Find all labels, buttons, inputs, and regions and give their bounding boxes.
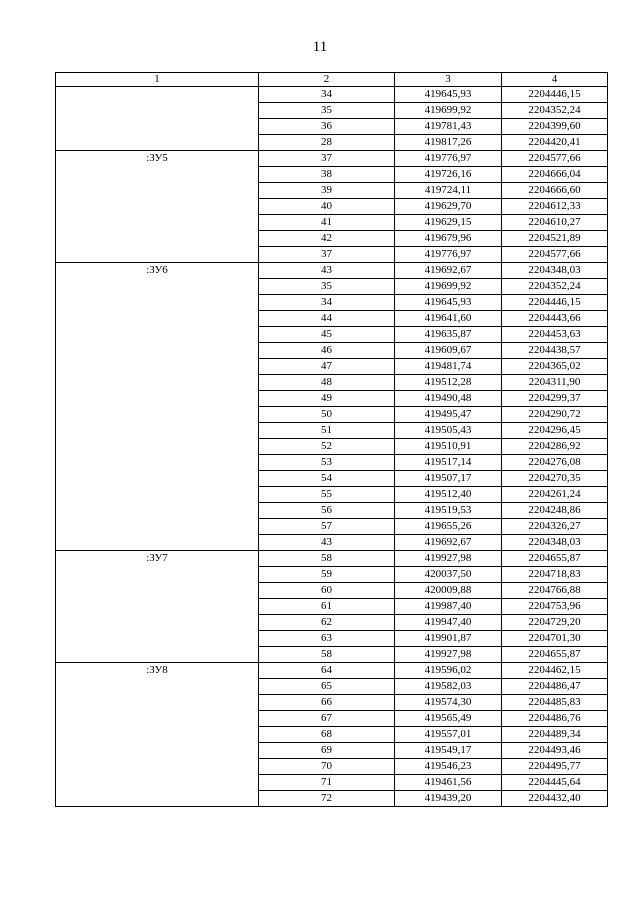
coord-x: 419495,47	[395, 407, 502, 423]
point-number: 28	[259, 135, 395, 151]
coord-y: 2204655,87	[502, 551, 608, 567]
point-number: 51	[259, 423, 395, 439]
point-number: 35	[259, 103, 395, 119]
coord-y: 2204248,86	[502, 503, 608, 519]
coord-x: 419546,23	[395, 759, 502, 775]
table-row	[56, 87, 608, 103]
coord-y: 2204326,27	[502, 519, 608, 535]
point-number: 55	[259, 487, 395, 503]
point-number: 56	[259, 503, 395, 519]
coord-x: 420037,50	[395, 567, 502, 583]
point-number: 65	[259, 679, 395, 695]
coord-y: 2204296,45	[502, 423, 608, 439]
coord-x: 419512,40	[395, 487, 502, 503]
coord-x: 419947,40	[395, 615, 502, 631]
coord-y: 2204729,20	[502, 615, 608, 631]
coord-y: 2204445,64	[502, 775, 608, 791]
coord-x: 419517,14	[395, 455, 502, 471]
coord-x: 419781,43	[395, 119, 502, 135]
header-row	[56, 73, 608, 87]
coord-y: 2204577,66	[502, 247, 608, 263]
coord-x: 419507,17	[395, 471, 502, 487]
coord-y: 2204493,46	[502, 743, 608, 759]
coord-y: 2204432,40	[502, 791, 608, 807]
point-number: 71	[259, 775, 395, 791]
coord-x: 419679,96	[395, 231, 502, 247]
coord-x: 419645,93	[395, 87, 502, 103]
coord-x: 419629,70	[395, 199, 502, 215]
point-number: 34	[259, 295, 395, 311]
point-number: 35	[259, 279, 395, 295]
coord-x: 419512,28	[395, 375, 502, 391]
point-number: 72	[259, 791, 395, 807]
coord-y: 2204486,47	[502, 679, 608, 695]
coord-x: 419726,16	[395, 167, 502, 183]
coord-y: 2204399,60	[502, 119, 608, 135]
coord-x: 419635,87	[395, 327, 502, 343]
coord-x: 419699,92	[395, 103, 502, 119]
coord-y: 2204311,90	[502, 375, 608, 391]
parcel-label: :ЗУ5	[56, 151, 259, 263]
coordinates-table	[55, 72, 608, 807]
coord-x: 419927,98	[395, 551, 502, 567]
point-number: 67	[259, 711, 395, 727]
coord-x: 419776,97	[395, 151, 502, 167]
point-number: 68	[259, 727, 395, 743]
header-col-2: 2	[259, 73, 395, 87]
coord-y: 2204485,83	[502, 695, 608, 711]
coord-x: 420009,88	[395, 583, 502, 599]
coord-y: 2204443,66	[502, 311, 608, 327]
coord-y: 2204290,72	[502, 407, 608, 423]
coord-x: 419609,67	[395, 343, 502, 359]
table-row	[56, 663, 608, 679]
coord-y: 2204352,24	[502, 279, 608, 295]
coord-y: 2204753,96	[502, 599, 608, 615]
coord-y: 2204521,89	[502, 231, 608, 247]
point-number: 54	[259, 471, 395, 487]
parcel-label: :ЗУ8	[56, 663, 259, 807]
point-number: 47	[259, 359, 395, 375]
point-number: 43	[259, 263, 395, 279]
coord-x: 419490,48	[395, 391, 502, 407]
coord-y: 2204495,77	[502, 759, 608, 775]
coord-y: 2204666,04	[502, 167, 608, 183]
coord-x: 419692,67	[395, 263, 502, 279]
point-number: 57	[259, 519, 395, 535]
coord-x: 419481,74	[395, 359, 502, 375]
point-number: 64	[259, 663, 395, 679]
coord-x: 419519,53	[395, 503, 502, 519]
coord-x: 419655,26	[395, 519, 502, 535]
coord-x: 419439,20	[395, 791, 502, 807]
coord-y: 2204446,15	[502, 87, 608, 103]
coord-y: 2204610,27	[502, 215, 608, 231]
table-row	[56, 263, 608, 279]
coord-x: 419629,15	[395, 215, 502, 231]
point-number: 49	[259, 391, 395, 407]
point-number: 43	[259, 535, 395, 551]
header-col-4: 4	[502, 73, 608, 87]
coord-y: 2204577,66	[502, 151, 608, 167]
point-number: 70	[259, 759, 395, 775]
coord-x: 419557,01	[395, 727, 502, 743]
coord-x: 419901,87	[395, 631, 502, 647]
coord-x: 419574,30	[395, 695, 502, 711]
coord-x: 419549,17	[395, 743, 502, 759]
point-number: 59	[259, 567, 395, 583]
coord-x: 419776,97	[395, 247, 502, 263]
coord-y: 2204453,63	[502, 327, 608, 343]
point-number: 66	[259, 695, 395, 711]
point-number: 69	[259, 743, 395, 759]
coord-x: 419817,26	[395, 135, 502, 151]
coord-x: 419645,93	[395, 295, 502, 311]
coord-x: 419565,49	[395, 711, 502, 727]
coord-y: 2204365,02	[502, 359, 608, 375]
point-number: 42	[259, 231, 395, 247]
point-number: 53	[259, 455, 395, 471]
point-number: 61	[259, 599, 395, 615]
point-number: 34	[259, 87, 395, 103]
coord-y: 2204446,15	[502, 295, 608, 311]
coord-x: 419505,43	[395, 423, 502, 439]
coord-x: 419461,56	[395, 775, 502, 791]
point-number: 39	[259, 183, 395, 199]
point-number: 44	[259, 311, 395, 327]
point-number: 63	[259, 631, 395, 647]
coord-y: 2204348,03	[502, 263, 608, 279]
point-number: 37	[259, 151, 395, 167]
point-number: 60	[259, 583, 395, 599]
coord-y: 2204718,83	[502, 567, 608, 583]
point-number: 48	[259, 375, 395, 391]
coord-x: 419987,40	[395, 599, 502, 615]
coord-x: 419510,91	[395, 439, 502, 455]
point-number: 36	[259, 119, 395, 135]
parcel-label: :ЗУ7	[56, 551, 259, 663]
coord-y: 2204352,24	[502, 103, 608, 119]
coord-y: 2204420,41	[502, 135, 608, 151]
coord-y: 2204286,92	[502, 439, 608, 455]
coord-x: 419692,67	[395, 535, 502, 551]
point-number: 58	[259, 551, 395, 567]
coord-y: 2204299,37	[502, 391, 608, 407]
point-number: 40	[259, 199, 395, 215]
point-number: 37	[259, 247, 395, 263]
parcel-label	[56, 87, 259, 151]
coord-y: 2204701,30	[502, 631, 608, 647]
table-row	[56, 151, 608, 167]
header-col-1: 1	[56, 73, 259, 87]
coord-x: 419724,11	[395, 183, 502, 199]
coordinates-body	[56, 87, 608, 807]
coord-y: 2204438,57	[502, 343, 608, 359]
point-number: 58	[259, 647, 395, 663]
coord-y: 2204489,34	[502, 727, 608, 743]
coord-x: 419582,03	[395, 679, 502, 695]
table-row	[56, 551, 608, 567]
coord-x: 419641,60	[395, 311, 502, 327]
coord-y: 2204612,33	[502, 199, 608, 215]
coord-y: 2204261,24	[502, 487, 608, 503]
coord-y: 2204766,88	[502, 583, 608, 599]
coord-y: 2204462,15	[502, 663, 608, 679]
coord-x: 419927,98	[395, 647, 502, 663]
point-number: 41	[259, 215, 395, 231]
coord-y: 2204276,08	[502, 455, 608, 471]
header-col-3: 3	[395, 73, 502, 87]
page-number: 11	[312, 39, 328, 55]
coord-x: 419596,02	[395, 663, 502, 679]
coord-x: 419699,92	[395, 279, 502, 295]
parcel-label: :ЗУ6	[56, 263, 259, 551]
point-number: 50	[259, 407, 395, 423]
point-number: 52	[259, 439, 395, 455]
coord-y: 2204655,87	[502, 647, 608, 663]
point-number: 38	[259, 167, 395, 183]
point-number: 62	[259, 615, 395, 631]
point-number: 45	[259, 327, 395, 343]
coord-y: 2204666,60	[502, 183, 608, 199]
coord-y: 2204348,03	[502, 535, 608, 551]
coord-y: 2204486,76	[502, 711, 608, 727]
point-number: 46	[259, 343, 395, 359]
coord-y: 2204270,35	[502, 471, 608, 487]
